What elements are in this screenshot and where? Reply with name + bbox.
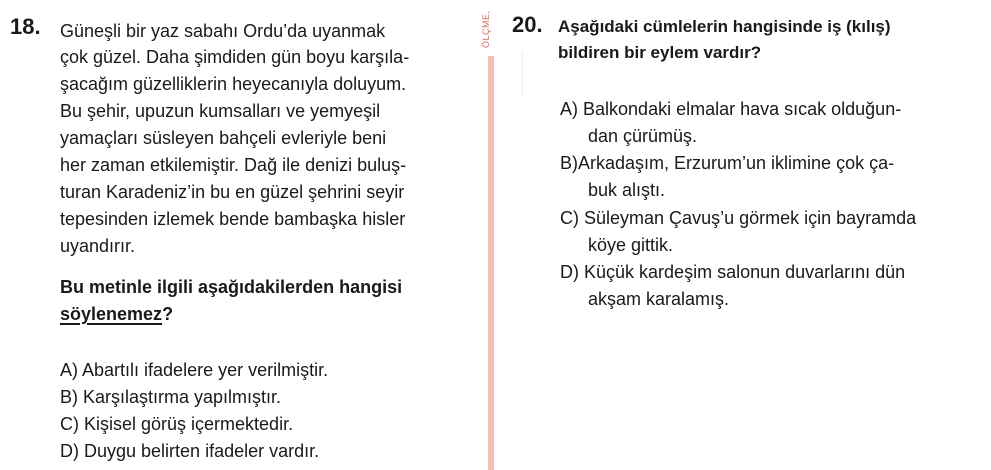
q20-option-b-continuation: buk alıştı. — [588, 180, 666, 200]
column-divider — [488, 56, 494, 470]
q20-option-b[interactable] — [560, 150, 894, 176]
question-18-number: 18. — [10, 14, 41, 39]
q18-passage-line: şacağım güzelliklerin heyecanıyla doluyum. — [60, 74, 407, 94]
q18-option-b[interactable]: B) Karşılaştırma yapılmıştır. — [60, 387, 282, 407]
q18-option-c[interactable]: C) Kişisel görüş içermektedir. — [60, 414, 294, 434]
q18-question-line — [60, 301, 173, 327]
q18-passage-line: tepesinden izlemek bende bambaşka hisler — [60, 209, 406, 229]
q18-passage-line: uyandırır. — [60, 236, 136, 256]
q18-question-line: Bu metinle ilgili aşağıdakilerden hangisi — [60, 277, 403, 297]
q20-option-text: Balkondaki elmalar hava sıcak olduğun- — [583, 99, 902, 119]
q20-question-line: Aşağıdaki cümlelerin hangisinde iş (kılış) — [558, 17, 891, 36]
q20-option-letter: D) — [560, 262, 579, 282]
q18-passage-line: turan Karadeniz’in bu en güzel şehrini seyir — [60, 182, 405, 202]
faint-rule — [522, 52, 523, 98]
q18-passage-line: Bu şehir, upuzun kumsalları ve yemyeşil — [60, 101, 381, 121]
q20-option-d-continuation: akşam karalamış. — [588, 289, 730, 309]
q20-option-text: Arkadaşım, Erzurum’un iklimine çok ça- — [578, 153, 895, 173]
q20-option-a-continuation: dan çürümüş. — [588, 126, 698, 146]
q20-option-letter: B) — [560, 153, 578, 173]
q18-passage-line: çok güzel. Daha şimdiden gün boyu karşıla- — [60, 47, 410, 67]
q18-passage-line: yamaçları süsleyen bahçeli evleriyle beni — [60, 128, 387, 148]
q20-option-c[interactable] — [560, 205, 916, 231]
q20-option-a[interactable] — [560, 96, 901, 122]
q18-question-mark: ? — [162, 304, 174, 324]
q20-option-letter: C) — [560, 208, 579, 228]
q18-passage-line: her zaman etkilemiştir. Dağ ile denizi buluş- — [60, 155, 407, 175]
question-20-number: 20. — [512, 12, 543, 37]
side-label: ÖLÇME, — [481, 10, 491, 48]
q20-option-letter: A) — [560, 99, 578, 119]
q18-passage-line: Güneşli bir yaz sabahı Ordu’da uyanmak — [60, 21, 386, 41]
q20-option-d[interactable] — [560, 259, 905, 285]
q18-option-a[interactable]: A) Abartılı ifadelere yer verilmiştir. — [60, 360, 329, 380]
q20-option-c-continuation: köye gittik. — [588, 235, 674, 255]
q20-option-text: Küçük kardeşim salonun duvarlarını dün — [584, 262, 906, 282]
q18-option-d[interactable]: D) Duygu belirten ifadeler vardır. — [60, 441, 320, 461]
q20-question-line: bildiren bir eylem vardır? — [558, 43, 762, 62]
q20-option-text: Süleyman Çavuş’u görmek için bayramda — [584, 208, 917, 228]
q18-question-emphasis: söylenemez — [60, 304, 163, 324]
